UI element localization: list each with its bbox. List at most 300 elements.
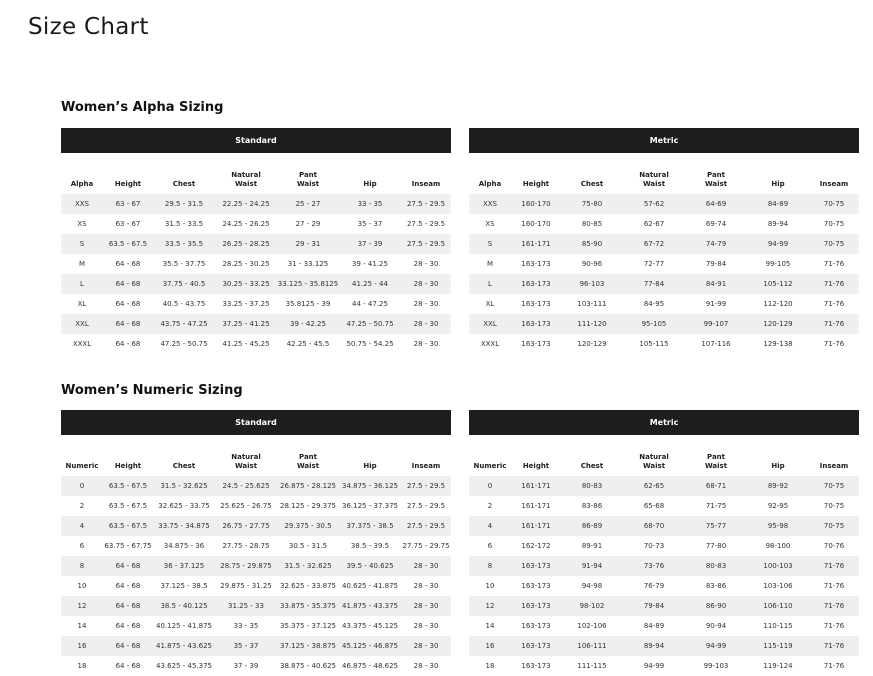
table-cell: 63.5 - 67.5 — [103, 496, 153, 516]
column-header: Hip — [363, 462, 377, 470]
table-cell: 94-99 — [747, 234, 809, 254]
table-banner: Metric — [469, 410, 859, 435]
column-header: Numeric — [65, 462, 99, 470]
table-cell: 84-89 — [747, 194, 809, 214]
table-cell: 64 - 68 — [103, 636, 153, 656]
table-cell: 163-173 — [511, 314, 561, 334]
table-cell: 41.25 - 44 — [339, 274, 401, 294]
table-cell: XXXL — [469, 334, 511, 354]
table-cell: 63 - 67 — [103, 214, 153, 234]
table-cell: XXL — [61, 314, 103, 334]
table-banner: Metric — [469, 128, 859, 153]
table-cell: 73-76 — [623, 556, 685, 576]
table-cell: 107-116 — [685, 334, 747, 354]
table-cell: 62-65 — [623, 476, 685, 496]
table-cell: 34.875 - 36.125 — [339, 476, 401, 496]
table-cell: 28 - 30 — [401, 576, 451, 596]
table-row — [61, 234, 451, 254]
table-cell: 18 — [61, 656, 103, 676]
table-cell: 91-99 — [685, 294, 747, 314]
column-header: Natural Waist — [639, 171, 669, 188]
table-cell: 27 - 29 — [277, 214, 339, 234]
table-cell: XL — [469, 294, 511, 314]
column-header: Height — [522, 180, 550, 188]
table-cell: 40.625 - 41.875 — [339, 576, 401, 596]
column-header: Natural Waist — [231, 171, 261, 188]
table-cell: 24.25 - 26.25 — [215, 214, 277, 234]
table-cell: 46.875 - 48.625 — [339, 656, 401, 676]
table-cell: 71-76 — [809, 314, 859, 334]
table-row — [469, 476, 859, 496]
table-cell: 84-91 — [685, 274, 747, 294]
table-cell: 27.75 - 28.75 — [215, 536, 277, 556]
table-cell: 94-99 — [685, 636, 747, 656]
table-cell: 90-96 — [561, 254, 623, 274]
table-cell: 44 - 47.25 — [339, 294, 401, 314]
table-cell: 89-92 — [747, 476, 809, 496]
table-cell: 105-112 — [747, 274, 809, 294]
table-cell: 67-72 — [623, 234, 685, 254]
column-header: Numeric — [473, 462, 507, 470]
table-row — [469, 656, 859, 676]
table-cell: 30.25 - 33.25 — [215, 274, 277, 294]
table-cell: XXS — [61, 194, 103, 214]
table-cell: 64 - 68 — [103, 576, 153, 596]
table-cell: 98-100 — [747, 536, 809, 556]
column-header: Inseam — [819, 180, 849, 188]
table-cell: 102-106 — [561, 616, 623, 636]
table-cell: 72-77 — [623, 254, 685, 274]
table-cell: 37.125 - 38.875 — [277, 636, 339, 656]
table-cell: 75-80 — [561, 194, 623, 214]
table-cell: 63.5 - 67.5 — [103, 516, 153, 536]
table-cell: 62-67 — [623, 214, 685, 234]
table-cell: 68-71 — [685, 476, 747, 496]
column-header: Natural Waist — [231, 453, 261, 470]
table-cell: 28 - 30 — [401, 616, 451, 636]
column-header: Alpha — [70, 180, 94, 188]
table-cell: 96-103 — [561, 274, 623, 294]
table-cell: 35.5 - 37.75 — [153, 254, 215, 274]
table-cell: 24.5 - 25.625 — [215, 476, 277, 496]
table-cell: 70-76 — [809, 536, 859, 556]
table-cell: 25 - 27 — [277, 194, 339, 214]
table-row — [61, 516, 451, 536]
column-header: Hip — [771, 180, 785, 188]
table-cell: 80-83 — [685, 556, 747, 576]
table-cell: 41.25 - 45.25 — [215, 334, 277, 354]
table-cell: 129-138 — [747, 334, 809, 354]
table-cell: 26.875 - 28.125 — [277, 476, 339, 496]
table-cell: 28 - 30 — [401, 274, 451, 294]
table-cell: 39.5 - 40.625 — [339, 556, 401, 576]
table-cell: 4 — [61, 516, 103, 536]
table-cell: XS — [469, 214, 511, 234]
table-row — [469, 516, 859, 536]
table-cell: 65-68 — [623, 496, 685, 516]
table-cell: 6 — [469, 536, 511, 556]
table-cell: 27.5 - 29.5 — [401, 234, 451, 254]
table-cell: M — [61, 254, 103, 274]
table-cell: 27.5 - 29.5 — [401, 214, 451, 234]
table-cell: 31.5 - 32.625 — [277, 556, 339, 576]
table-cell: 29.5 - 31.5 — [153, 194, 215, 214]
table-cell: 105-115 — [623, 334, 685, 354]
table-cell: 33 - 35 — [339, 194, 401, 214]
table-row — [469, 274, 859, 294]
column-header: Hip — [363, 180, 377, 188]
table-cell: 26.75 - 27.75 — [215, 516, 277, 536]
table-cell: 160-170 — [511, 194, 561, 214]
table-banner: Standard — [61, 128, 451, 153]
table-cell: 27.75 - 29.75 — [401, 536, 451, 556]
table-cell: 28 - 30 — [401, 596, 451, 616]
table-row — [469, 636, 859, 656]
table-row — [61, 576, 451, 596]
table-cell: 14 — [61, 616, 103, 636]
table-cell: 162-172 — [511, 536, 561, 556]
table-cell: 64 - 68 — [103, 596, 153, 616]
column-header: Inseam — [819, 462, 849, 470]
table-cell: XXL — [469, 314, 511, 334]
table-cell: 163-173 — [511, 636, 561, 656]
table-cell: 38.5 - 39.5 — [339, 536, 401, 556]
table-cell: 0 — [469, 476, 511, 496]
table-cell: 32.625 - 33.875 — [277, 576, 339, 596]
table-cell: 64 - 68 — [103, 656, 153, 676]
table-cell: 34.875 - 36 — [153, 536, 215, 556]
table-cell: 69-74 — [685, 214, 747, 234]
table-cell: 50.75 - 54.25 — [339, 334, 401, 354]
table-cell: 161-171 — [511, 516, 561, 536]
table-row — [61, 274, 451, 294]
column-header: Pant Waist — [296, 171, 320, 188]
table-cell: 41.875 - 43.375 — [339, 596, 401, 616]
table-cell: 63.5 - 67.5 — [103, 234, 153, 254]
table-cell: 71-75 — [685, 496, 747, 516]
table-cell: 115-119 — [747, 636, 809, 656]
table-cell: 8 — [469, 556, 511, 576]
table-row — [469, 616, 859, 636]
column-header: Pant Waist — [704, 453, 728, 470]
table-cell: 163-173 — [511, 556, 561, 576]
table-cell: 38.875 - 40.625 — [277, 656, 339, 676]
table-row — [61, 536, 451, 556]
table-cell: 28.125 - 29.375 — [277, 496, 339, 516]
column-header: Natural Waist — [639, 453, 669, 470]
table-row — [61, 254, 451, 274]
table-cell: 86-89 — [561, 516, 623, 536]
table-cell: 163-173 — [511, 596, 561, 616]
section-title-alpha: Women’s Alpha Sizing — [61, 100, 224, 115]
table-cell: 14 — [469, 616, 511, 636]
table-cell: 16 — [469, 636, 511, 656]
table-row — [61, 616, 451, 636]
table-cell: 71-76 — [809, 616, 859, 636]
column-header: Height — [522, 462, 550, 470]
table-cell: 45.125 - 46.875 — [339, 636, 401, 656]
table-cell: 37.375 - 38.5 — [339, 516, 401, 536]
table-cell: 36.125 - 37.375 — [339, 496, 401, 516]
table-cell: 120-129 — [561, 334, 623, 354]
column-header: Inseam — [411, 462, 441, 470]
table-cell: 31.25 - 33 — [215, 596, 277, 616]
table-cell: 64 - 68 — [103, 294, 153, 314]
column-header: Chest — [580, 462, 604, 470]
table-cell: XXS — [469, 194, 511, 214]
table-cell: 10 — [61, 576, 103, 596]
table-cell: 28 - 30 — [401, 314, 451, 334]
table-cell: 70-75 — [809, 496, 859, 516]
table-cell: 94-98 — [561, 576, 623, 596]
table-cell: 27.5 - 29.5 — [401, 476, 451, 496]
table-cell: 111-115 — [561, 656, 623, 676]
table-cell: 89-94 — [623, 636, 685, 656]
table-cell: 16 — [61, 636, 103, 656]
table-cell: 64 - 68 — [103, 314, 153, 334]
table-cell: 38.5 - 40.125 — [153, 596, 215, 616]
table-cell: 106-110 — [747, 596, 809, 616]
table-cell: 28 - 30 — [401, 334, 451, 354]
table-cell: M — [469, 254, 511, 274]
table-cell: 30.5 - 31.5 — [277, 536, 339, 556]
table-cell: 75-77 — [685, 516, 747, 536]
column-header: Pant Waist — [704, 171, 728, 188]
table-cell: 40.125 - 41.875 — [153, 616, 215, 636]
table-cell: 47.25 - 50.75 — [153, 334, 215, 354]
table-row — [469, 596, 859, 616]
column-header: Height — [114, 462, 142, 470]
column-header: Chest — [172, 462, 196, 470]
table-cell: 103-111 — [561, 294, 623, 314]
table-cell: 28.75 - 29.875 — [215, 556, 277, 576]
table-cell: 4 — [469, 516, 511, 536]
column-header: Inseam — [411, 180, 441, 188]
table-cell: 99-107 — [685, 314, 747, 334]
table-cell: 2 — [61, 496, 103, 516]
table-cell: 163-173 — [511, 294, 561, 314]
table-cell: 10 — [469, 576, 511, 596]
table-cell: 91-94 — [561, 556, 623, 576]
table-cell: 2 — [469, 496, 511, 516]
table-cell: S — [61, 234, 103, 254]
table-cell: 70-75 — [809, 234, 859, 254]
column-header: Pant Waist — [296, 453, 320, 470]
table-row — [61, 556, 451, 576]
column-header: Chest — [580, 180, 604, 188]
table-cell: 64 - 68 — [103, 254, 153, 274]
table-row — [61, 656, 451, 676]
table-cell: 26.25 - 28.25 — [215, 234, 277, 254]
alpha-metric-table — [469, 128, 859, 354]
table-row — [61, 476, 451, 496]
table-cell: 89-94 — [747, 214, 809, 234]
table-cell: 76-79 — [623, 576, 685, 596]
page-title: Size Chart — [28, 14, 149, 40]
table-row — [469, 556, 859, 576]
table-cell: 79-84 — [623, 596, 685, 616]
table-cell: 80-85 — [561, 214, 623, 234]
table-cell: 68-70 — [623, 516, 685, 536]
table-row — [61, 596, 451, 616]
table-cell: 28 - 30 — [401, 636, 451, 656]
table-cell: 39 - 41.25 — [339, 254, 401, 274]
table-cell: 85-90 — [561, 234, 623, 254]
table-cell: 70-75 — [809, 214, 859, 234]
table-row — [469, 334, 859, 354]
table-cell: 42.25 - 45.5 — [277, 334, 339, 354]
column-header: Chest — [172, 180, 196, 188]
table-cell: 64 - 68 — [103, 334, 153, 354]
table-cell: S — [469, 234, 511, 254]
table-cell: 83-86 — [561, 496, 623, 516]
table-cell: 112-120 — [747, 294, 809, 314]
table-cell: 70-75 — [809, 516, 859, 536]
table-cell: 43.625 - 45.375 — [153, 656, 215, 676]
table-cell: 37 - 39 — [339, 234, 401, 254]
table-cell: 28 - 30 — [401, 656, 451, 676]
table-cell: 33.5 - 35.5 — [153, 234, 215, 254]
table-cell: 84-95 — [623, 294, 685, 314]
table-row — [469, 254, 859, 274]
table-cell: 33.125 - 35.8125 — [277, 274, 339, 294]
table-cell: 37.75 - 40.5 — [153, 274, 215, 294]
table-cell: 71-76 — [809, 274, 859, 294]
table-cell: 71-76 — [809, 636, 859, 656]
table-cell: 71-76 — [809, 656, 859, 676]
table-row — [469, 214, 859, 234]
table-cell: 89-91 — [561, 536, 623, 556]
table-cell: 90-94 — [685, 616, 747, 636]
table-cell: 64 - 68 — [103, 274, 153, 294]
table-cell: 37.125 - 38.5 — [153, 576, 215, 596]
table-row — [469, 496, 859, 516]
table-cell: 35 - 37 — [339, 214, 401, 234]
table-cell: 8 — [61, 556, 103, 576]
column-header: Height — [114, 180, 142, 188]
table-cell: 64 - 68 — [103, 616, 153, 636]
table-cell: 99-103 — [685, 656, 747, 676]
table-cell: 84-89 — [623, 616, 685, 636]
section-title-numeric: Women’s Numeric Sizing — [61, 383, 243, 398]
table-cell: 64 - 68 — [103, 556, 153, 576]
table-cell: 163-173 — [511, 656, 561, 676]
table-cell: 35.375 - 37.125 — [277, 616, 339, 636]
table-cell: 161-171 — [511, 234, 561, 254]
table-cell: 12 — [469, 596, 511, 616]
table-cell: 79-84 — [685, 254, 747, 274]
table-cell: 71-76 — [809, 334, 859, 354]
table-cell: 37 - 39 — [215, 656, 277, 676]
table-cell: L — [61, 274, 103, 294]
table-cell: 27.5 - 29.5 — [401, 496, 451, 516]
table-cell: 71-76 — [809, 596, 859, 616]
table-cell: 110-115 — [747, 616, 809, 636]
table-row — [61, 194, 451, 214]
table-cell: 39 - 42.25 — [277, 314, 339, 334]
table-cell: 27.5 - 29.5 — [401, 194, 451, 214]
table-row — [61, 496, 451, 516]
table-cell: 63.75 - 67.75 — [103, 536, 153, 556]
numeric-metric-table — [469, 410, 859, 676]
table-cell: 0 — [61, 476, 103, 496]
table-cell: 18 — [469, 656, 511, 676]
table-cell: 25.625 - 26.75 — [215, 496, 277, 516]
table-row — [469, 234, 859, 254]
table-cell: 77-80 — [685, 536, 747, 556]
table-row — [61, 294, 451, 314]
table-cell: 22.25 - 24.25 — [215, 194, 277, 214]
table-cell: 29.375 - 30.5 — [277, 516, 339, 536]
table-cell: 63 - 67 — [103, 194, 153, 214]
table-cell: 163-173 — [511, 576, 561, 596]
table-cell: 86-90 — [685, 596, 747, 616]
table-cell: 27.5 - 29.5 — [401, 516, 451, 536]
table-cell: 83-86 — [685, 576, 747, 596]
table-row — [469, 194, 859, 214]
table-row — [61, 214, 451, 234]
table-cell: 33.25 - 37.25 — [215, 294, 277, 314]
column-header: Hip — [771, 462, 785, 470]
table-cell: 37.25 - 41.25 — [215, 314, 277, 334]
table-cell: XXXL — [61, 334, 103, 354]
table-row — [469, 536, 859, 556]
table-cell: 95-105 — [623, 314, 685, 334]
table-cell: 31.5 - 32.625 — [153, 476, 215, 496]
table-cell: 100-103 — [747, 556, 809, 576]
table-cell: 71-76 — [809, 254, 859, 274]
table-cell: 119-124 — [747, 656, 809, 676]
table-cell: 99-105 — [747, 254, 809, 274]
table-cell: 63.5 - 67.5 — [103, 476, 153, 496]
table-cell: 103-106 — [747, 576, 809, 596]
table-cell: 35.8125 - 39 — [277, 294, 339, 314]
table-cell: 43.375 - 45.125 — [339, 616, 401, 636]
table-cell: 70-75 — [809, 476, 859, 496]
table-cell: 28 - 30 — [401, 556, 451, 576]
table-cell: 163-173 — [511, 274, 561, 294]
table-cell: 28 - 30 — [401, 294, 451, 314]
table-row — [61, 334, 451, 354]
table-cell: 98-102 — [561, 596, 623, 616]
table-cell: 32.625 - 33.75 — [153, 496, 215, 516]
table-cell: 12 — [61, 596, 103, 616]
table-cell: XL — [61, 294, 103, 314]
table-cell: 70-73 — [623, 536, 685, 556]
table-cell: 163-173 — [511, 334, 561, 354]
table-cell: 160-170 — [511, 214, 561, 234]
table-cell: 31.5 - 33.5 — [153, 214, 215, 234]
table-cell: 57-62 — [623, 194, 685, 214]
table-row — [61, 636, 451, 656]
table-cell: 163-173 — [511, 254, 561, 274]
table-cell: 29 - 31 — [277, 234, 339, 254]
table-cell: 41.875 - 43.625 — [153, 636, 215, 656]
table-cell: 36 - 37.125 — [153, 556, 215, 576]
table-row — [469, 576, 859, 596]
table-cell: 33 - 35 — [215, 616, 277, 636]
table-row — [469, 294, 859, 314]
table-cell: 29.875 - 31.25 — [215, 576, 277, 596]
table-cell: 64-69 — [685, 194, 747, 214]
table-row — [469, 314, 859, 334]
numeric-standard-table — [61, 410, 451, 676]
table-cell: 71-76 — [809, 294, 859, 314]
table-cell: 47.25 - 50.75 — [339, 314, 401, 334]
column-header: Alpha — [478, 180, 502, 188]
table-row — [61, 314, 451, 334]
table-cell: 71-76 — [809, 576, 859, 596]
